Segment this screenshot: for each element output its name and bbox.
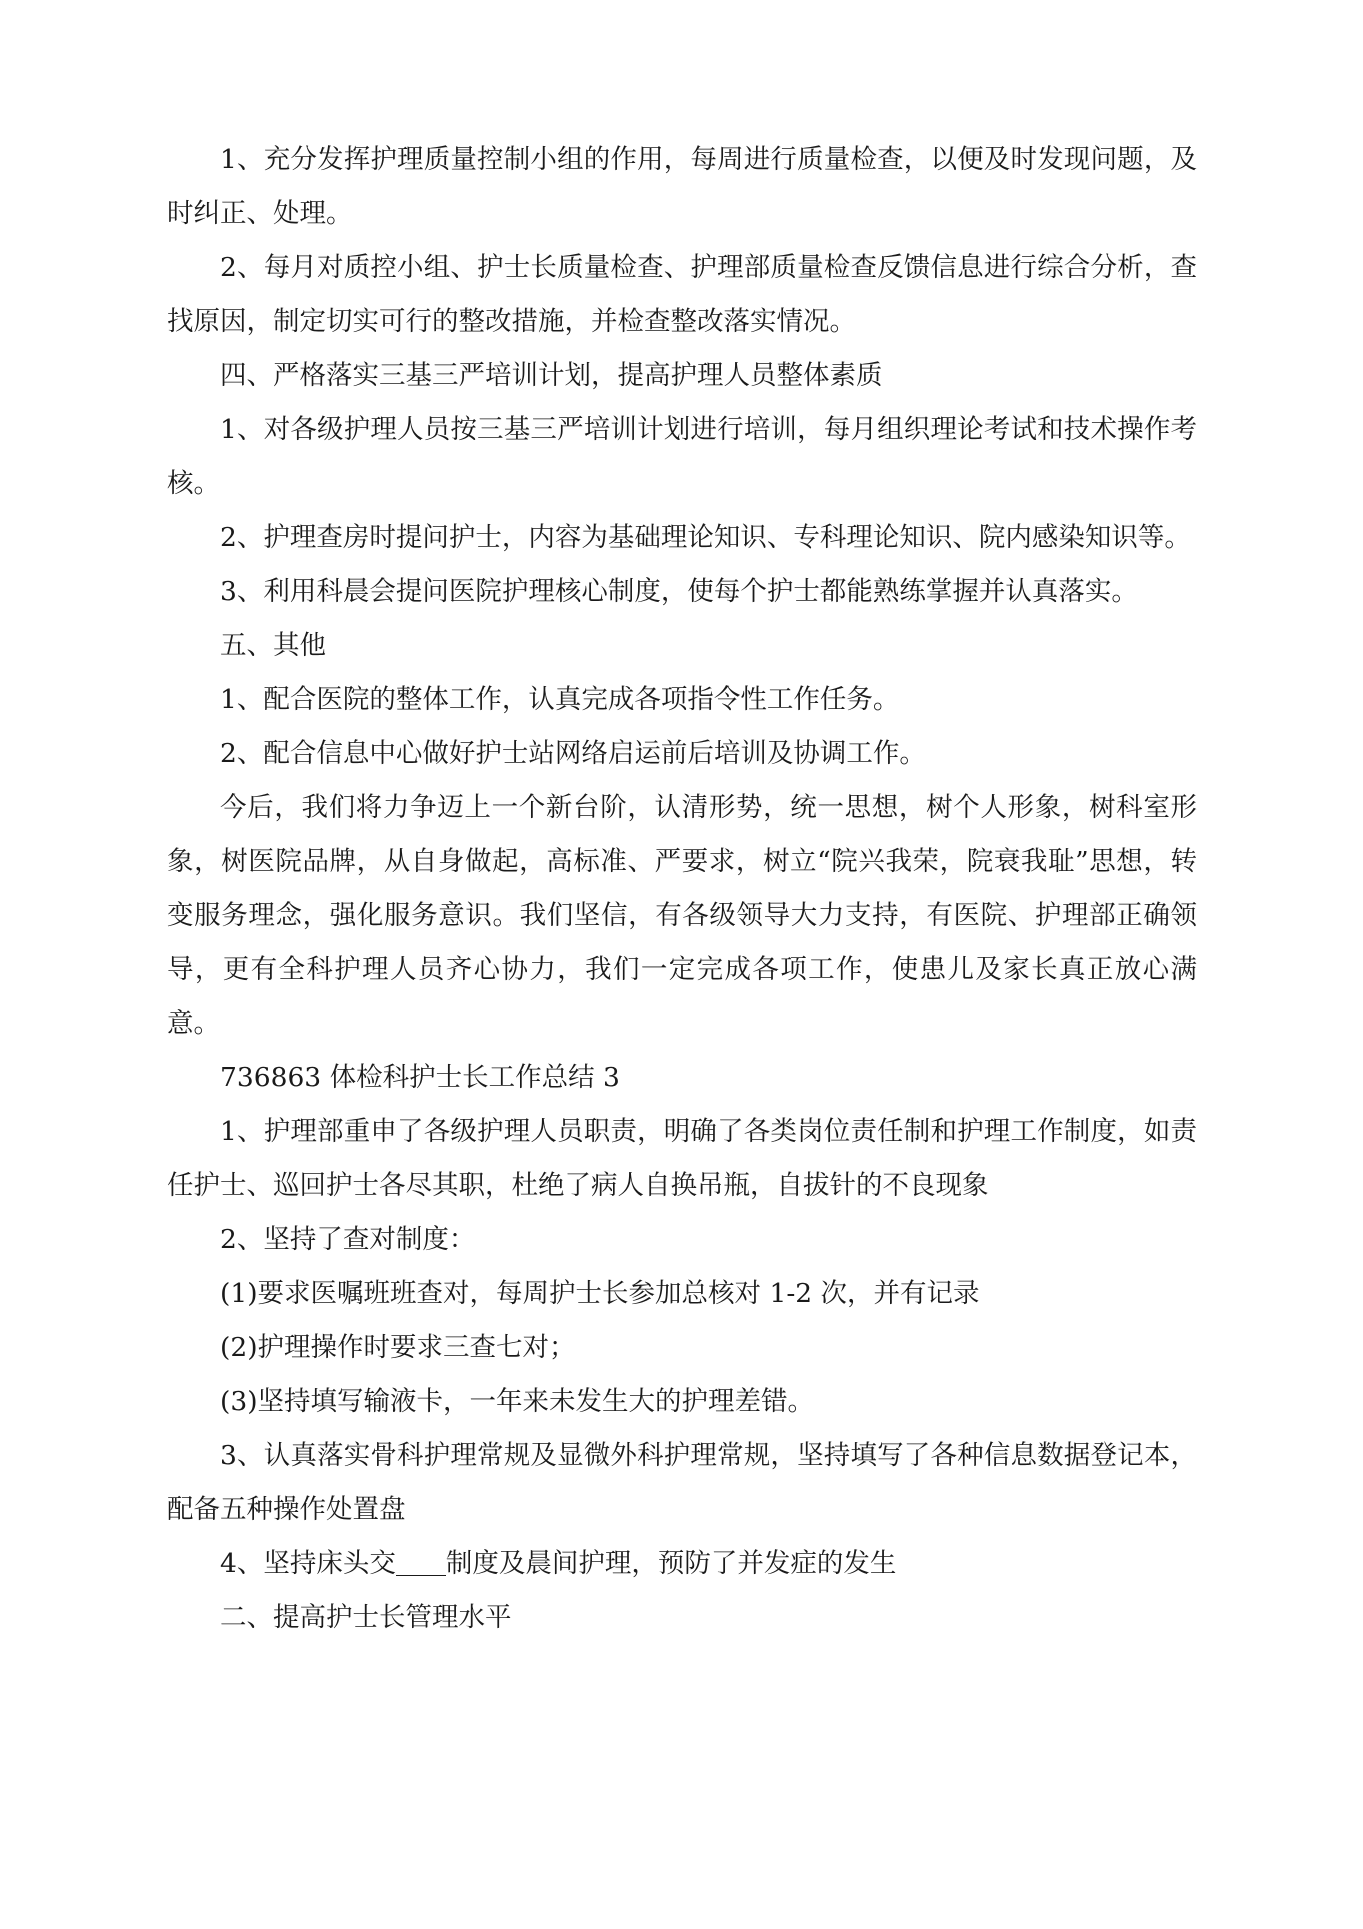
paragraph-morning-meeting: 3、利用科晨会提问医院护理核心制度，使每个护士都能熟练掌握并认真落实。 [220,576,1138,607]
paragraph-monthly-analysis: 2、每月对质控小组、护士长质量检查、护理部质量检查反馈信息进行综合分析，查找原因，制定切实可行的整改措施，并检查整改落实情况。 [167,252,1197,337]
document-section-title: 736863 体检科护士长工作总结 3 [220,1062,620,1093]
paragraph-info-center: 2、配合信息中心做好护士站网络启运前后培训及协调工作。 [220,738,926,769]
paragraph-quality-control-group: 1、充分发挥护理质量控制小组的作用，每周进行质量检查，以便及时发现问题，及时纠正、处理。 [167,144,1197,229]
paragraph-text-before-blank: 4、坚持床头交 [220,1548,396,1579]
paragraph-training: 1、对各级护理人员按三基三严培训计划进行培训，每月组织理论考试和技术操作考核。 [167,414,1197,499]
fill-in-blank [396,1545,446,1576]
heading-section-two: 二、提高护士长管理水平 [220,1602,512,1633]
document-body [167,133,1197,1645]
paragraph-bedside-handover [167,1537,1197,1591]
list-item-three-checks: (2)护理操作时要求三查七对； [220,1332,576,1363]
paragraph-orthopedic-care: 3、认真落实骨科护理常规及显微外科护理常规，坚持填写了各种信息数据登记本，配备五种操作处置盘 [167,1440,1197,1525]
paragraph-ward-rounds: 2、护理查房时提问护士，内容为基础理论知识、专科理论知识、院内感染知识等。 [220,522,1191,553]
paragraph-text-after-blank: 制度及晨间护理，预防了并发症的发生 [445,1548,897,1579]
list-item-infusion-card: (3)坚持填写输液卡，一年来未发生大的护理差错。 [220,1386,815,1417]
list-item-order-check: (1)要求医嘱班班查对，每周护士长参加总核对 1-2 次，并有记录 [220,1278,980,1309]
paragraph-checking-system: 2、坚持了查对制度： [220,1224,476,1255]
paragraph-hospital-work: 1、配合医院的整体工作，认真完成各项指令性工作任务。 [220,684,900,715]
paragraph-responsibilities: 1、护理部重申了各级护理人员职责，明确了各类岗位责任制和护理工作制度，如责任护士、巡回护士各尽其职，杜绝了病人自换吊瓶，自拔针的不良现象 [167,1116,1197,1201]
heading-section-five: 五、其他 [220,630,326,661]
paragraph-future-outlook: 今后，我们将力争迈上一个新台阶，认清形势，统一思想，树个人形象，树科室形象，树医院品牌，从自身做起，高标准、严要求，树立“院兴我荣，院衰我耻”思想，转变服务理念，强化服务意识。我们坚信，有各级领导大力支持，有医院、护理部正确领导，更有全科护理人员齐心协力，我们一定完成各项工作，使患儿及家长真正放心满意。 [167,792,1197,1039]
heading-section-four: 四、严格落实三基三严培训计划，提高护理人员整体素质 [220,360,883,391]
